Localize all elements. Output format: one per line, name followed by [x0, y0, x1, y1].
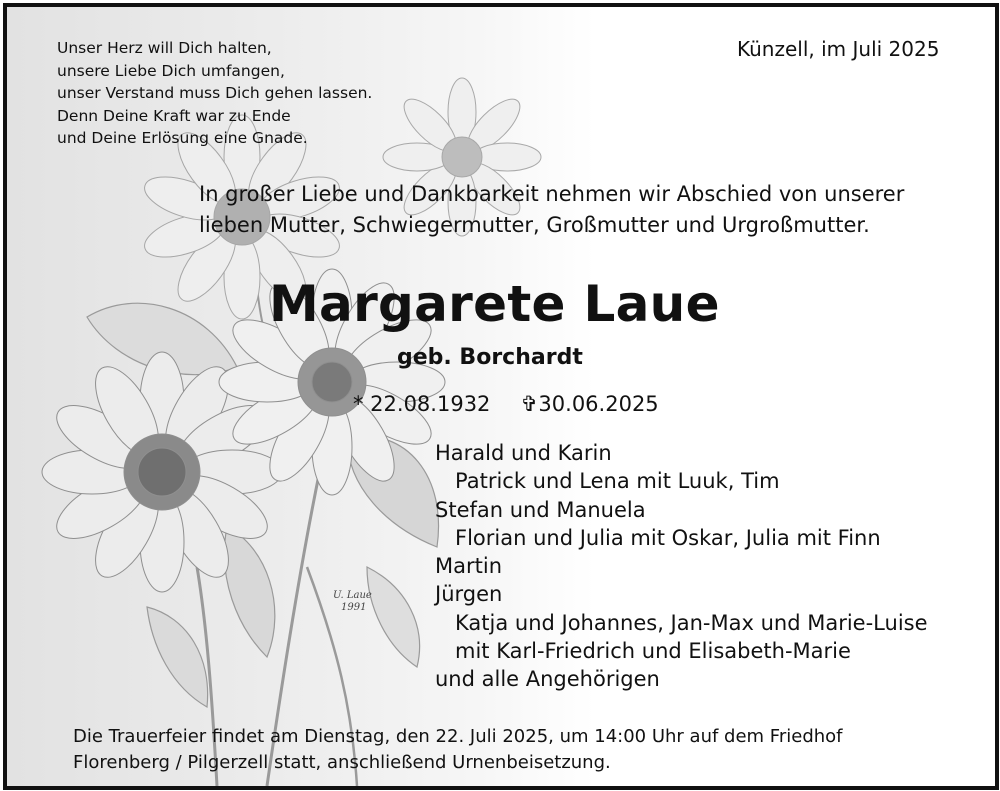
funeral-notice: [73, 724, 843, 776]
cross-icon: ✞: [520, 392, 539, 416]
funeral-notice-line: Florenberg / Pilgerzell statt, anschließend Urnenbeisetzung.: [73, 752, 611, 773]
mourner-line: Katja und Johannes, Jan-Max und Marie-Luise: [455, 610, 928, 635]
death-date: 30.06.2025: [538, 392, 659, 416]
intro-line: lieben Mutter, Schwiegermutter, Großmutter und Urgroßmutter.: [199, 213, 870, 237]
intro-text: [199, 179, 904, 241]
mourner-line: mit Karl-Friedrich und Elisabeth-Marie: [455, 639, 851, 664]
mourner-line: Patrick und Lena mit Luuk, Tim: [455, 469, 780, 494]
funeral-notice-line: Die Trauerfeier findet am Dienstag, den 22. Juli 2025, um 14:00 Uhr auf dem Friedhof: [73, 726, 843, 747]
poem-line: Unser Herz will Dich halten,: [57, 39, 272, 57]
obituary-card: [3, 3, 999, 790]
maiden-name: geb. Borchardt: [397, 345, 583, 370]
mourner-line: Harald und Karin: [435, 441, 612, 465]
poem-line: unser Verstand muss Dich gehen lassen.: [57, 84, 373, 102]
poem-line: unsere Liebe Dich umfangen,: [57, 61, 285, 80]
birth-date: * 22.08.1932: [353, 392, 491, 416]
mourners-list: [435, 439, 928, 694]
intro-line: In großer Liebe und Dankbarkeit nehmen wir Abschied von unserer: [199, 182, 905, 206]
mourner-line: Florian und Julia mit Oskar, Julia mit Finn: [455, 525, 881, 550]
deceased-name: Margarete Laue: [269, 275, 720, 333]
place-date: Künzell, im Juli 2025: [737, 37, 940, 61]
life-dates: [353, 392, 659, 416]
mourner-line: und alle Angehörigen: [435, 667, 660, 692]
mourner-line: Jürgen: [435, 582, 503, 607]
mourner-line: Stefan und Manuela: [435, 497, 646, 522]
poem: [57, 37, 372, 150]
mourner-line: Martin: [435, 554, 502, 579]
artist-signature: U. Laue 1991: [333, 590, 372, 613]
poem-line: Denn Deine Kraft war zu Ende: [57, 106, 291, 125]
poem-line: und Deine Erlösung eine Gnade.: [57, 129, 308, 147]
